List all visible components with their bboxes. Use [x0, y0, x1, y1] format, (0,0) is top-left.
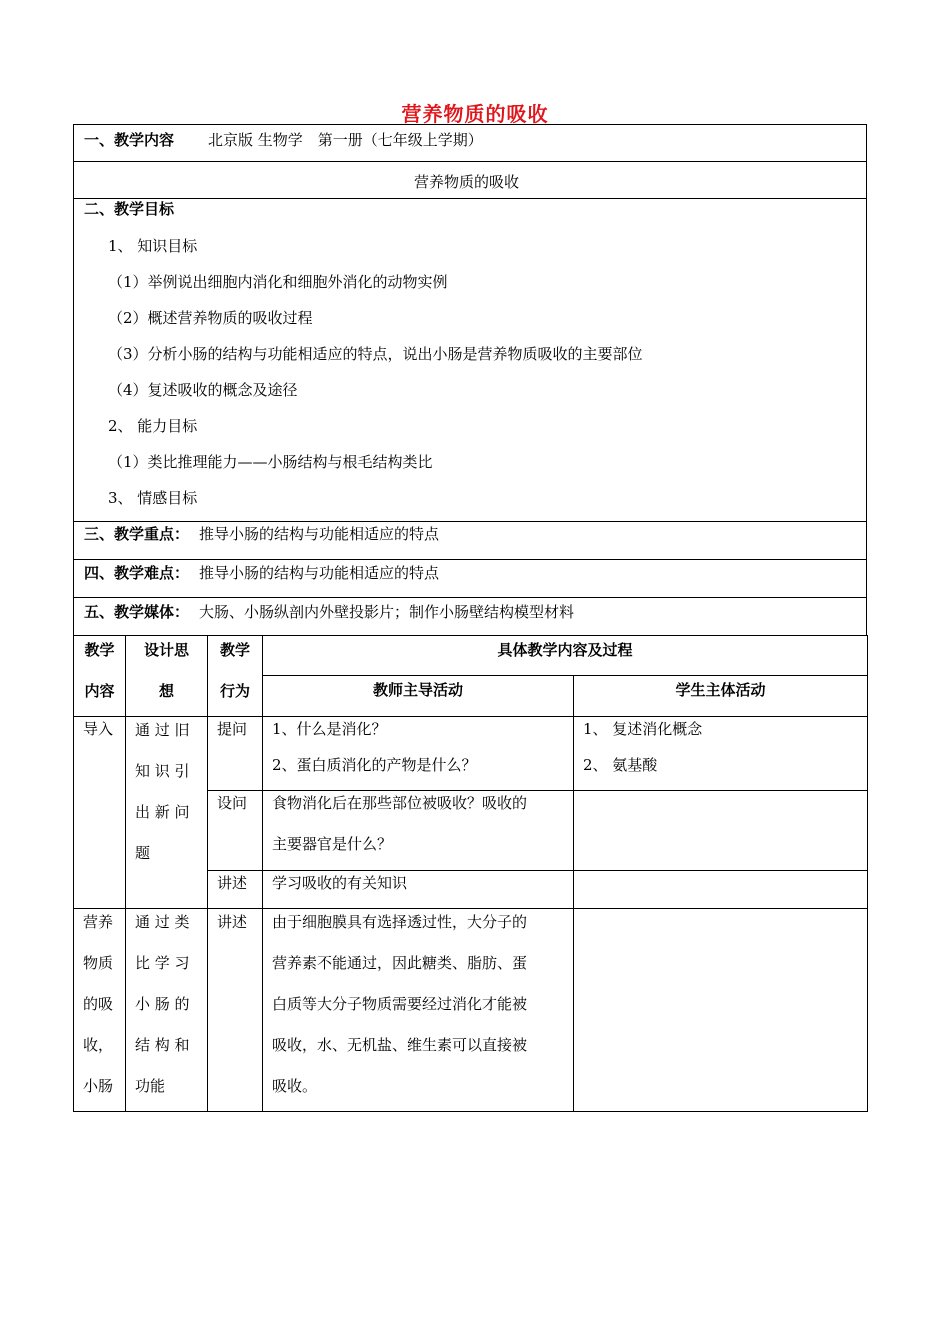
row1c-teacher	[262, 870, 574, 909]
row1a-teacher	[262, 716, 574, 791]
cell-text: 知 识 引	[135, 762, 190, 780]
cell-text: 讲述	[217, 913, 248, 931]
goal-line: 1、 知识目标	[108, 237, 198, 255]
row1c-behavior	[207, 870, 263, 909]
cell-text: 通 过 旧	[135, 721, 190, 739]
cell-text: 吸收。	[272, 1077, 318, 1095]
cell-text: 主要器官是什么？	[272, 835, 393, 853]
goal-line: （1）类比推理能力——小肠结构与根毛结构类比	[108, 453, 433, 471]
row1b-student	[573, 790, 868, 871]
row2-teacher	[262, 908, 574, 1112]
cell-text: 白质等大分子物质需要经过消化才能被	[272, 995, 528, 1013]
section-difficulties	[73, 559, 867, 598]
section-label: 三、教学重点：	[84, 525, 190, 543]
row1a-behavior	[207, 716, 263, 791]
cell-text: 学习吸收的有关知识	[272, 874, 408, 892]
section-key-points	[73, 521, 867, 560]
row2-design	[125, 908, 208, 1112]
header-text: 教师主导活动	[372, 681, 463, 699]
header-text: 行为	[219, 682, 250, 700]
cell-text: 由于细胞膜具有选择透过性，大分子的	[272, 913, 528, 931]
section-text: 推导小肠的结构与功能相适应的特点	[199, 564, 440, 582]
row2-content	[73, 908, 126, 1112]
cell-text: 2、 氨基酸	[583, 756, 658, 774]
cell-text: 讲述	[217, 874, 248, 892]
goal-line: （2）概述营养物质的吸收过程	[108, 309, 313, 327]
header-text: 设计思	[143, 641, 189, 659]
cell-text: 营养	[83, 913, 114, 931]
cell-text: 收，	[83, 1036, 114, 1054]
section-teaching-goals	[73, 198, 867, 522]
cell-text: 营养素不能通过，因此糖类、脂肪、蛋	[272, 954, 528, 972]
cell-text: 吸收，水、无机盐、维生素可以直接被	[272, 1036, 528, 1054]
cell-text: 设问	[217, 794, 248, 812]
cell-text: 题	[135, 844, 151, 862]
row1-design	[125, 716, 208, 909]
section-teaching-content	[73, 124, 867, 162]
cell-text: 小肠	[83, 1077, 114, 1095]
goal-line: （4）复述吸收的概念及途径	[108, 381, 298, 399]
textbook-info: 北京版 生物学 第一册（七年级上学期）	[208, 131, 483, 149]
row1b-behavior	[207, 790, 263, 871]
goal-line: （3）分析小肠的结构与功能相适应的特点，说出小肠是营养物质吸收的主要部位	[108, 345, 643, 363]
header-content	[73, 635, 126, 717]
header-text: 学生主体活动	[675, 681, 766, 699]
row2-student	[573, 908, 868, 1112]
cell-text: 食物消化后在那些部位被吸收？吸收的	[272, 794, 528, 812]
cell-text: 功能	[135, 1077, 166, 1095]
header-process	[262, 635, 868, 676]
cell-text: 提问	[217, 720, 248, 738]
header-teacher	[262, 675, 574, 717]
topic-title: 营养物质的吸收	[414, 173, 520, 191]
header-text: 内容	[84, 682, 115, 700]
section-topic	[73, 161, 867, 199]
section-text: 推导小肠的结构与功能相适应的特点	[199, 525, 440, 543]
cell-text: 2、蛋白质消化的产物是什么？	[272, 756, 477, 774]
goal-line: 3、 情感目标	[108, 489, 198, 507]
cell-text: 小 肠 的	[135, 995, 190, 1013]
row1-content	[73, 716, 126, 909]
cell-text: 出 新 问	[135, 803, 190, 821]
goal-line: 2、 能力目标	[108, 417, 198, 435]
row2-behavior	[207, 908, 263, 1112]
cell-text: 物质	[83, 954, 114, 972]
header-text: 想	[158, 682, 174, 700]
cell-text: 的吸	[83, 995, 114, 1013]
row1c-student	[573, 870, 868, 909]
section-text: 大肠、小肠纵剖内外壁投影片；制作小肠壁结构模型材料	[199, 603, 575, 621]
cell-text: 1、什么是消化？	[272, 720, 387, 738]
row1b-teacher	[262, 790, 574, 871]
section-label: 五、教学媒体：	[84, 603, 190, 621]
header-text: 教学	[84, 641, 115, 659]
header-text: 具体教学内容及过程	[497, 641, 633, 659]
document-title: 营养物质的吸收	[401, 102, 549, 126]
cell-text: 通 过 类	[135, 913, 190, 931]
cell-text: 导入	[83, 720, 114, 738]
goal-line: （1）举例说出细胞内消化和细胞外消化的动物实例	[108, 273, 448, 291]
header-behavior	[207, 635, 263, 717]
cell-text: 1、 复述消化概念	[583, 720, 703, 738]
section-label: 四、教学难点：	[84, 564, 190, 582]
section-label: 一、教学内容	[84, 131, 175, 149]
header-text: 教学	[219, 641, 250, 659]
header-student	[573, 675, 868, 717]
row1a-student	[573, 716, 868, 791]
section-media	[73, 597, 867, 636]
header-design	[125, 635, 208, 717]
cell-text: 结 构 和	[135, 1036, 190, 1054]
cell-text: 比 学 习	[135, 954, 190, 972]
section-label: 二、教学目标	[84, 200, 175, 218]
